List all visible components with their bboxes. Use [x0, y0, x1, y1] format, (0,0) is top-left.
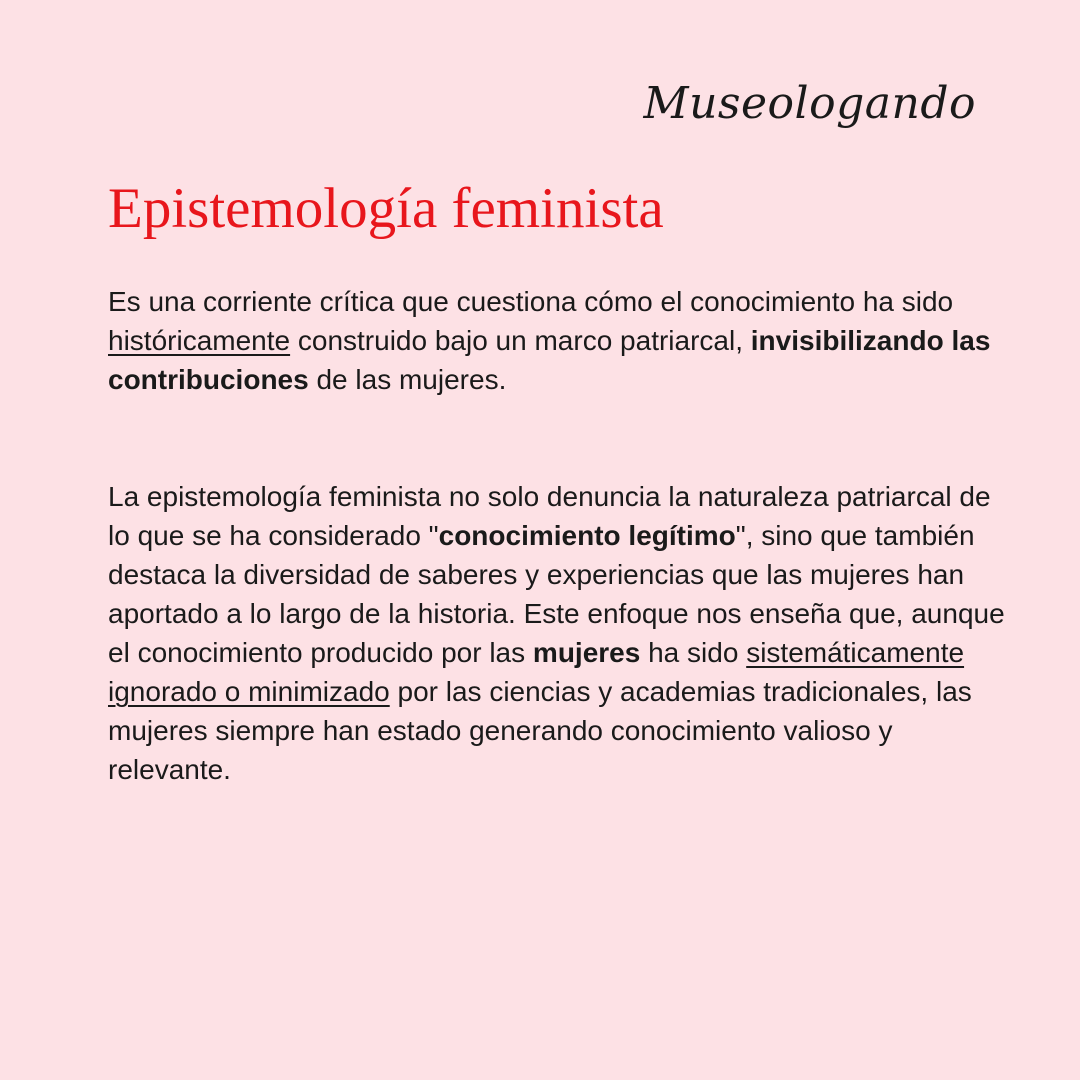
paragraph-definition	[108, 282, 1008, 399]
bold-text: mujeres	[532, 637, 641, 668]
text-span: construido bajo un marco patriarcal,	[290, 325, 751, 356]
text-span: La epistemología feminista no solo denuncia la naturaleza patriarcal de lo que se ha considerado "	[108, 481, 991, 551]
text-span: ", sino que también destaca la diversidad de saberes y experiencias que las mujeres han aportado a lo largo de la historia. Este enfoque nos enseña que, aunque el conocimiento producido por las	[108, 520, 1005, 668]
bold-text: invisibilizando las contribuciones	[108, 325, 991, 395]
bold-text: conocimiento legítimo	[438, 520, 736, 551]
underlined-text: históricamente	[108, 325, 291, 356]
text-span: ha sido	[640, 637, 747, 668]
text-span: Es una corriente crítica que cuestiona cómo el conocimiento ha sido	[108, 286, 954, 317]
underlined-text: sistemáticamente ignorado o minimizado	[108, 637, 965, 707]
paragraph-explanation	[108, 477, 1008, 789]
text-span: por las ciencias y academias tradicionales, las mujeres siempre han estado generando conocimiento valioso y relevante.	[108, 676, 972, 785]
brand-logo: Museologando	[643, 78, 976, 129]
page-title: Epistemología feminista	[108, 177, 664, 240]
text-span: de las mujeres.	[308, 364, 507, 395]
